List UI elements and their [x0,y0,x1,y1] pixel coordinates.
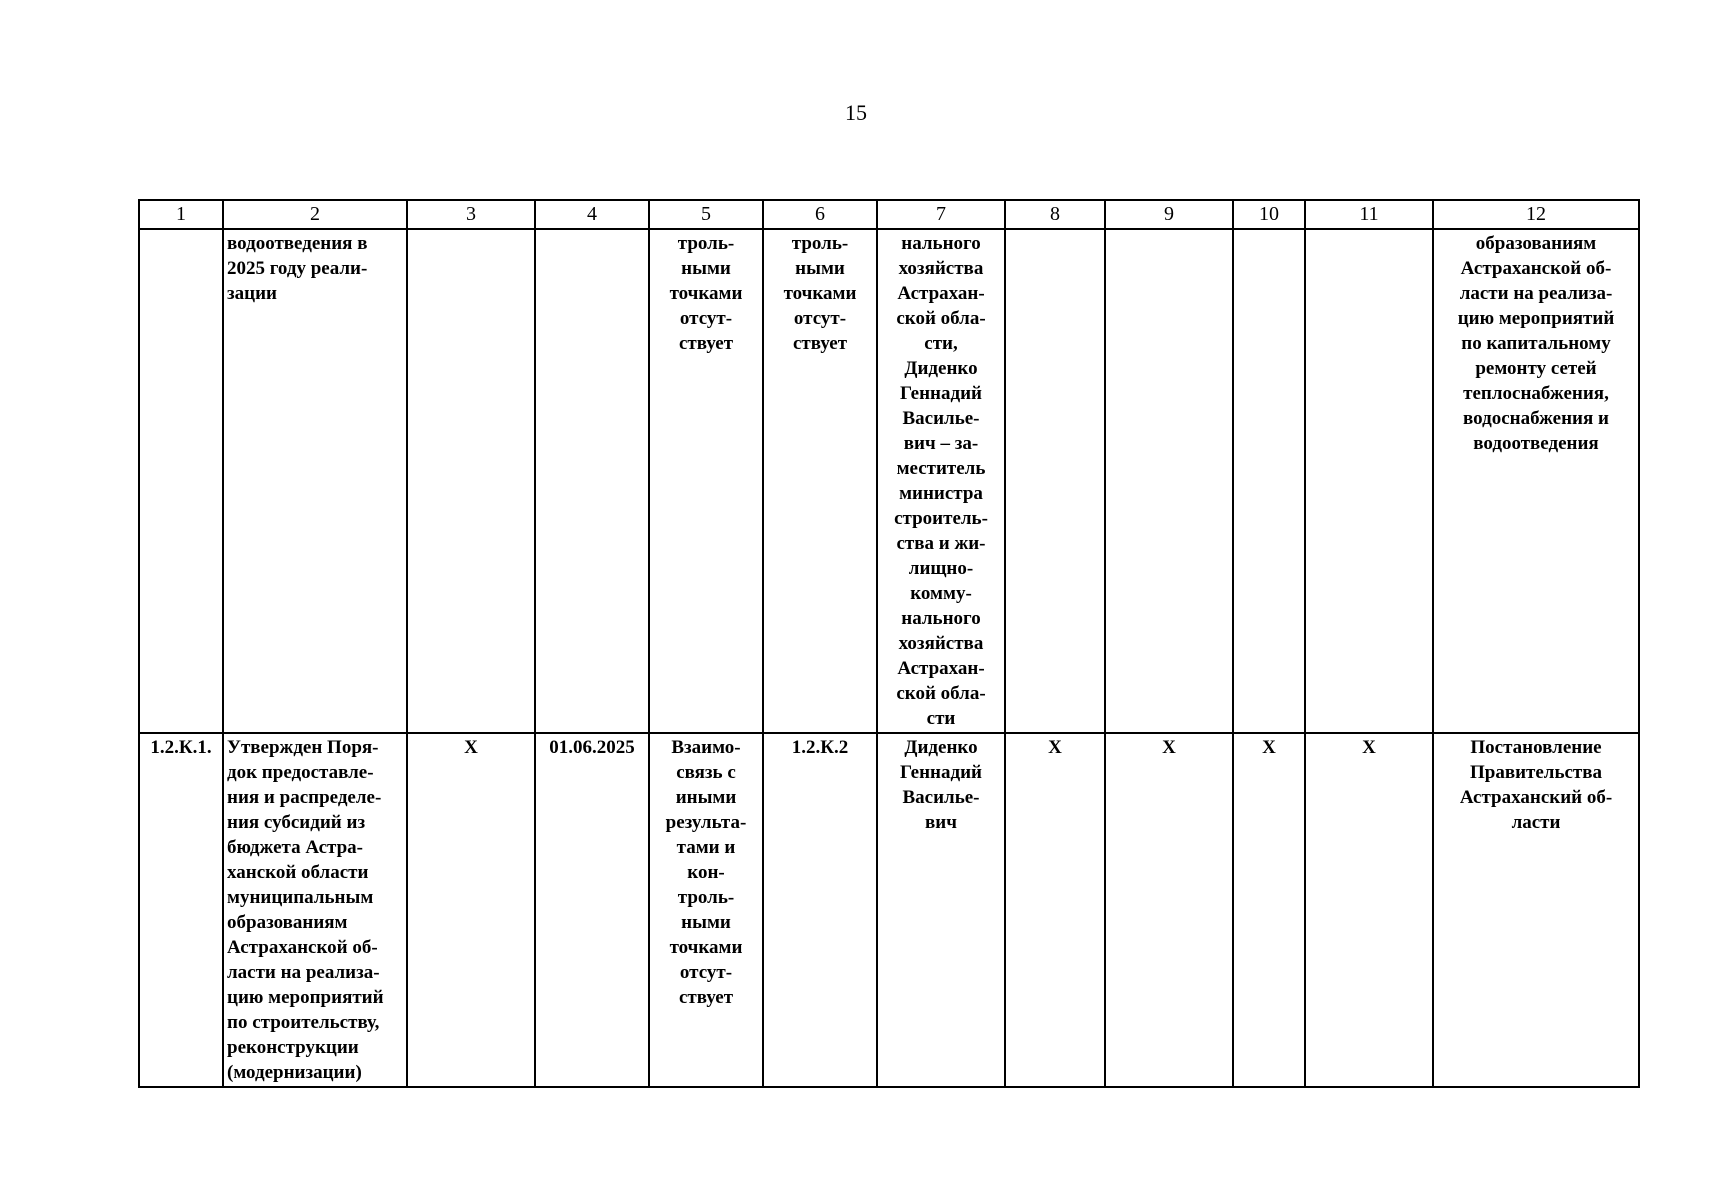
cell-relation: Взаимо- связь с иными результа- тами и кон- троль- ными точками отсут- ствует [649,733,763,1087]
header-row [139,200,1639,229]
cell-related-points: троль- ными точками отсут- ствует [763,229,877,733]
cell-relation: троль- ными точками отсут- ствует [649,229,763,733]
cell-col-11 [1305,229,1433,733]
column-header: 12 [1433,200,1639,229]
cell-col-10: Х [1233,733,1305,1087]
column-header: 10 [1233,200,1305,229]
cell-col-8 [1005,229,1105,733]
cell-responsible: Диденко Геннадий Василье- вич [877,733,1005,1087]
column-header: 5 [649,200,763,229]
column-header: 1 [139,200,223,229]
table-row [139,229,1639,733]
cell-col-8: Х [1005,733,1105,1087]
cell-related-points: 1.2.К.2 [763,733,877,1087]
cell-number: 1.2.К.1. [139,733,223,1087]
cell-date: 01.06.2025 [535,733,649,1087]
column-header: 4 [535,200,649,229]
cell-responsible: нального хозяйства Астрахан- ской обла- сти, Диденко Геннадий Василье- вич – за- меститель министра строитель- ства и жи- лищно- комму- нального хозяйства Астрахан- ской обла- сти [877,229,1005,733]
cell-col-11: Х [1305,733,1433,1087]
cell-result-name: водоотведения в 2025 году реали- зации [223,229,407,733]
page-number: 15 [845,100,867,125]
column-header: 3 [407,200,535,229]
column-header: 2 [223,200,407,229]
column-header: 9 [1105,200,1233,229]
cell-document: образованиям Астраханской об- ласти на реализа- цию мероприятий по капитальному ремонту сетей теплоснабжения, водоснабжения и водоотведения [1433,229,1639,733]
column-header: 6 [763,200,877,229]
cell-col-3: Х [407,733,535,1087]
column-header: 8 [1005,200,1105,229]
plan-table [138,199,1640,1088]
cell-document: Постановление Правительства Астраханский об- ласти [1433,733,1639,1087]
cell-col-3 [407,229,535,733]
cell-col-10 [1233,229,1305,733]
column-header: 7 [877,200,1005,229]
cell-col-9: Х [1105,733,1233,1087]
cell-number [139,229,223,733]
cell-col-9 [1105,229,1233,733]
cell-result-name: Утвержден Поря- док предоставле- ния и распределе- ния субсидий из бюджета Астра- ханской области муниципальным образованиям Астраханской об- ласти на реализа- цию мероприятий по строительству, реконструкции (модернизации) [223,733,407,1087]
table-row [139,733,1639,1087]
column-header: 11 [1305,200,1433,229]
cell-date [535,229,649,733]
